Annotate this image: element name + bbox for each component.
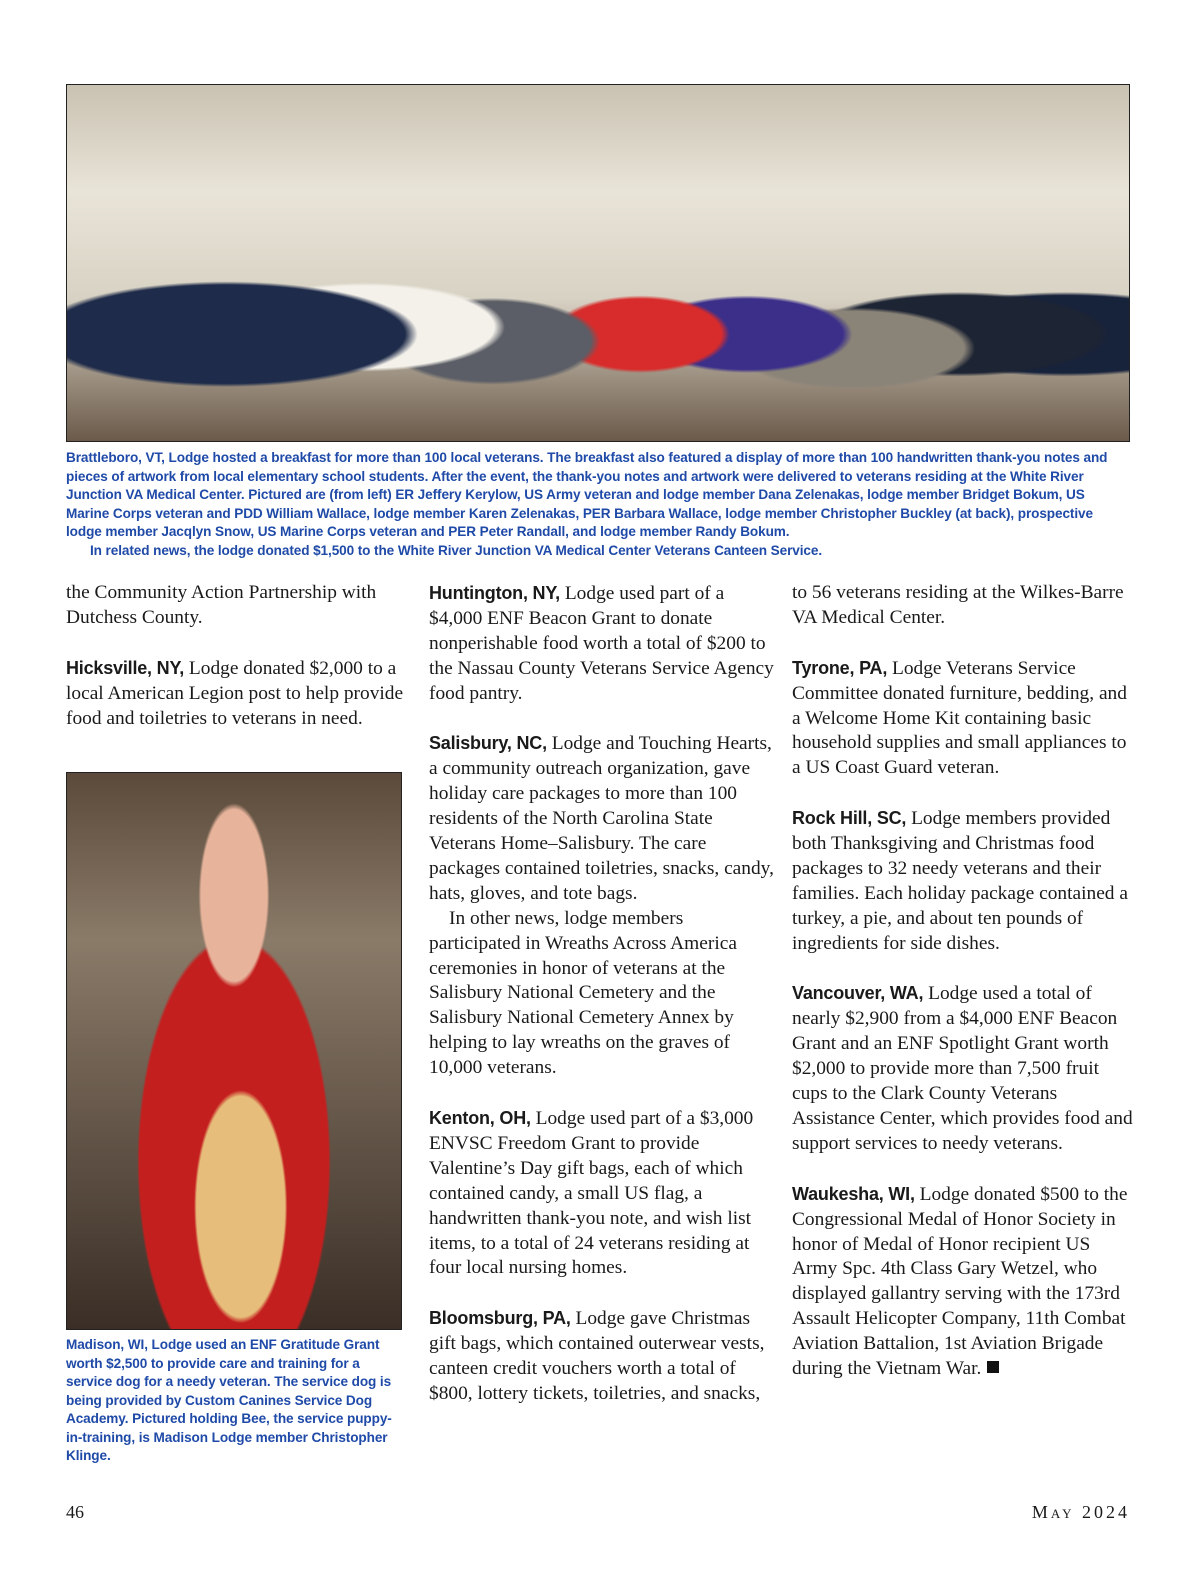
text-rock-hill: Lodge members provided both Thanksgiving and Christmas food packages to 32 needy veterans and their families. Each holiday package contained a turkey, a pie, and about ten pounds of ingredients for side dishes. — [792, 808, 1128, 954]
place-rock-hill: Rock Hill, SC, — [792, 808, 907, 829]
item-bloomsburg — [429, 1306, 774, 1407]
text-bloomsburg: Lodge gave Christmas gift bags, which contained outerwear vests, canteen credit vouchers worth a total of $800, lottery tickets, toiletries, and snacks, — [429, 1308, 765, 1404]
service-dog-photo-caption — [66, 1336, 402, 1466]
article-column-1 — [66, 581, 411, 731]
page-number: 46 — [66, 1502, 84, 1522]
text-salisbury: Lodge and Touching Hearts, a community outreach organization, gave holiday care packages to more than 100 residents of the North Carolina State Veterans Home–Salisbury. The care packages contained toiletries, snacks, candy, hats, gloves, and tote bags. — [429, 733, 774, 904]
caption-text: Lodge hosted a breakfast for more than 100 local veterans. The breakfast also featured a display of more than 100 handwritten thank-you notes and pieces of artwork from local elementary school students. After the event, the thank-you notes and artwork were delivered to veterans residing at the White River Junction VA Medical Center. Pictured are (from left) ER Jeffery Kerylow, US Army veteran and lodge member Dana Zelenakas, lodge member Bridget Bokum, US Marine Corps veteran and PDD William Wallace, lodge member Karen Zelenakas, PER Barbara Wallace, lodge member Christopher Buckley (at back), prospective lodge member Jacqlyn Snow, US Marine Corps veteran and PER Peter Randall, and lodge member Randy Bokum. — [66, 450, 1108, 539]
place-vancouver: Vancouver, WA, — [792, 983, 924, 1004]
caption-text: Lodge used an ENF Gratitude Grant worth $2,500 to provide care and training for a service dog for a needy veteran. The service dog is being provided by Custom Canines Service Dog Academy. Pictured holding Bee, the service puppy-in-training, is Madison Lodge member Christopher Klinge. — [66, 1337, 392, 1463]
item-hicksville — [66, 656, 411, 732]
column3-intro: to 56 veterans residing at the Wilkes-Barre VA Medical Center. — [792, 582, 1124, 628]
text-tyrone: Lodge Veterans Service Committee donated furniture, bedding, and a Welcome Home Kit containing basic household supplies and small appliances to a US Coast Guard veteran. — [792, 657, 1127, 779]
text-kenton: Lodge used part of a $3,000 ENVSC Freedom Grant to provide Valentine’s Day gift bags, each of which contained candy, a small US flag, a handwritten thank-you note, and wish list items, to a total of 24 veterans residing at four local nursing homes. — [429, 1108, 754, 1279]
caption-place: Brattleboro, VT, — [66, 450, 165, 465]
place-tyrone: Tyrone, PA, — [792, 657, 888, 678]
place-huntington: Huntington, NY, — [429, 583, 560, 603]
place-waukesha: Waukesha, WI, — [792, 1183, 915, 1204]
item-tyrone — [792, 656, 1137, 782]
text-huntington: Lodge used part of a $4,000 ENF Beacon Grant to donate nonperishable food worth a total of $200 to the Nassau County Veterans Service Agency food pantry. — [429, 583, 774, 704]
service-dog-photo — [66, 772, 402, 1330]
issue-date: May 2024 — [1031, 1502, 1130, 1522]
article-column-3 — [792, 581, 1137, 1382]
caption-place: Madison, WI, — [66, 1337, 148, 1352]
item-rock-hill — [792, 806, 1137, 956]
place-kenton: Kenton, OH, — [429, 1108, 531, 1128]
text-vancouver: Lodge used a total of nearly $2,900 from a $4,000 ENF Beacon Grant and an ENF Spotlight Grant worth $2,000 to provide more than 7,500 fruit cups to the Clark County Veterans Assistance Center, which provides food and support services to needy veterans. — [792, 983, 1133, 1154]
item-waukesha — [792, 1182, 1137, 1382]
article-column-2 — [429, 581, 774, 1407]
item-kenton — [429, 1106, 774, 1281]
text-waukesha: Lodge donated $500 to the Congressional Medal of Honor Society in honor of Medal of Honor recipient US Army Spc. 4th Class Gary Wetzel, who displayed gallantry serving with the 173rd Assault Helicopter Company, 11th Combat Aviation Battalion, 1st Aviation Brigade during the Vietnam War. — [792, 1183, 1128, 1380]
caption-text-related: In related news, the lodge donated $1,500 to the White River Junction VA Medical Center Veterans Canteen Service. — [90, 542, 823, 558]
item-salisbury-continued: In other news, lodge members participated in Wreaths Across America ceremonies in honor of veterans at the Salisbury National Cemetery and the Salisbury National Cemetery Annex by helping to lay wreaths on the graves of 10,000 veterans. — [429, 907, 737, 1079]
item-huntington — [429, 581, 774, 707]
column1-intro: the Community Action Partnership with Dutchess County. — [66, 582, 377, 628]
group-photo-caption — [66, 449, 1130, 560]
item-vancouver — [792, 981, 1137, 1156]
group-photo — [66, 84, 1130, 442]
place-hicksville: Hicksville, NY, — [66, 657, 185, 678]
text-hicksville: Lodge donated $2,000 to a local American Legion post to help provide food and toiletries to veterans in need. — [66, 657, 404, 729]
end-of-article-mark — [987, 1361, 999, 1373]
item-salisbury — [429, 731, 774, 906]
place-salisbury: Salisbury, NC, — [429, 733, 547, 754]
place-bloomsburg: Bloomsburg, PA, — [429, 1308, 571, 1329]
